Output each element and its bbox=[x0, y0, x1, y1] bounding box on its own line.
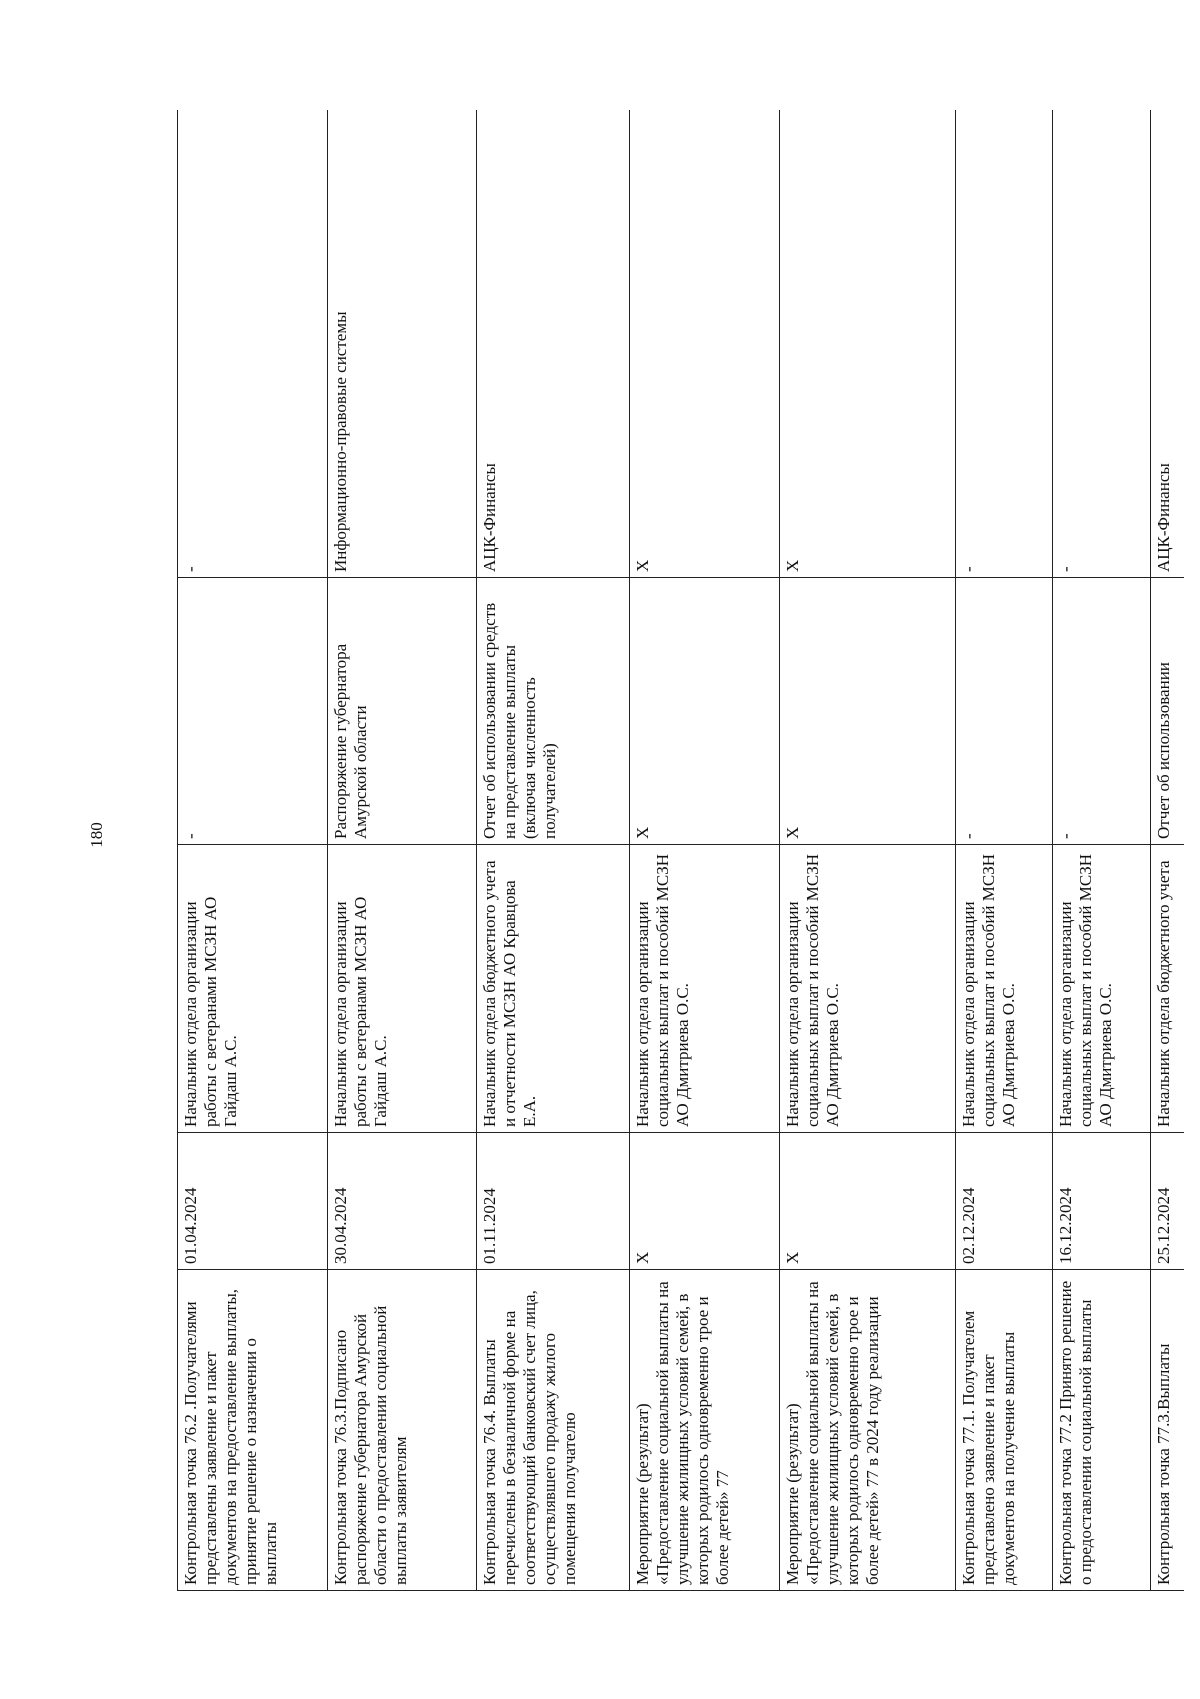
table-row bbox=[178, 110, 328, 1591]
cell-system: X bbox=[629, 110, 779, 578]
cell-task: Контрольная точка 76.2 .Получателями представлены заявление и пакет документов на предоставление выплаты, принятие решение о назначении о выплаты bbox=[178, 1270, 328, 1591]
table-row bbox=[476, 110, 629, 1591]
cell-system: Информационно-правовые системы bbox=[327, 110, 476, 578]
cell-date: 01.11.2024 bbox=[476, 1133, 629, 1270]
cell-document: - bbox=[178, 578, 328, 845]
cell-document: - bbox=[1053, 578, 1151, 845]
cell-date: 02.12.2024 bbox=[955, 1133, 1053, 1270]
cell-responsible: Начальник отдела бюджетного учета bbox=[1150, 845, 1184, 1133]
cell-date: X bbox=[629, 1133, 779, 1270]
rotated-table-frame bbox=[177, 110, 1184, 1591]
cell-system: АЦК-Финансы bbox=[476, 110, 629, 578]
page-number: 180 bbox=[87, 822, 106, 848]
cell-date: 01.04.2024 bbox=[178, 1133, 328, 1270]
cell-system: АЦК-Финансы bbox=[1150, 110, 1184, 578]
table-row bbox=[1150, 110, 1184, 1591]
table-row bbox=[327, 110, 476, 1591]
cell-task: Контрольная точка 76.4. Выплаты перечислены в безналичной форме на соответствующий банковский счет лица, осуществлявшего продажу жилого помещения получателю bbox=[476, 1270, 629, 1591]
cell-document: Распоряжение губернатора Амурской области bbox=[327, 578, 476, 845]
cell-task: Мероприятие (результат) «Предоставление социальной выплаты на улучшение жилищных условий семей, в которых родилось одновременно трое и более детей» 77 bbox=[629, 1270, 779, 1591]
cell-task: Мероприятие (результат) «Предоставление социальной выплаты на улучшение жилищных условий семей, в которых родилось одновременно трое и более детей» 77 в 2024 году реализации bbox=[779, 1270, 955, 1591]
table-row bbox=[779, 110, 955, 1591]
cell-document: - bbox=[955, 578, 1053, 845]
table-row bbox=[955, 110, 1053, 1591]
cell-system: - bbox=[178, 110, 328, 578]
cell-system: - bbox=[1053, 110, 1151, 578]
cell-date: X bbox=[779, 1133, 955, 1270]
cell-responsible: Начальник отдела организации социальных выплат и пособий МСЗН АО Дмитриева О.С. bbox=[779, 845, 955, 1133]
cell-date: 25.12.2024 bbox=[1150, 1133, 1184, 1270]
cell-document: Отчет об использовании bbox=[1150, 578, 1184, 845]
cell-date: 16.12.2024 bbox=[1053, 1133, 1151, 1270]
cell-date: 30.04.2024 bbox=[327, 1133, 476, 1270]
cell-document: Отчет об использовании средств на представление выплаты (включая численность получателей) bbox=[476, 578, 629, 845]
cell-responsible: Начальник отдела бюджетного учета и отчетности МСЗН АО Кравцова Е.А. bbox=[476, 845, 629, 1133]
table-row bbox=[629, 110, 779, 1591]
plan-table bbox=[177, 110, 1184, 1591]
cell-responsible: Начальник отдела организации социальных выплат и пособий МСЗН АО Дмитриева О.С. bbox=[955, 845, 1053, 1133]
cell-responsible: Начальник отдела организации социальных выплат и пособий МСЗН АО Дмитриева О.С. bbox=[629, 845, 779, 1133]
cell-task: Контрольная точка 77.3.Выплаты bbox=[1150, 1270, 1184, 1591]
table-row bbox=[1053, 110, 1151, 1591]
cell-system: X bbox=[779, 110, 955, 578]
cell-task: Контрольная точка 77.2 Принято решение о предоставлении социальной выплаты bbox=[1053, 1270, 1151, 1591]
cell-responsible: Начальник отдела организации работы с ветеранами МСЗН АО Гайдаш А.С. bbox=[178, 845, 328, 1133]
cell-responsible: Начальник отдела организации социальных выплат и пособий МСЗН АО Дмитриева О.С. bbox=[1053, 845, 1151, 1133]
cell-document: X bbox=[779, 578, 955, 845]
cell-task: Контрольная точка 76.3.Подписано распоряжение губернатора Амурской области о предоставлении социальной выплаты заявителям bbox=[327, 1270, 476, 1591]
cell-responsible: Начальник отдела организации работы с ветеранами МСЗН АО Гайдаш А.С. bbox=[327, 845, 476, 1133]
cell-system: - bbox=[955, 110, 1053, 578]
cell-document: X bbox=[629, 578, 779, 845]
cell-task: Контрольная точка 77.1. Получателем представлено заявление и пакет документов на получение выплаты bbox=[955, 1270, 1053, 1591]
